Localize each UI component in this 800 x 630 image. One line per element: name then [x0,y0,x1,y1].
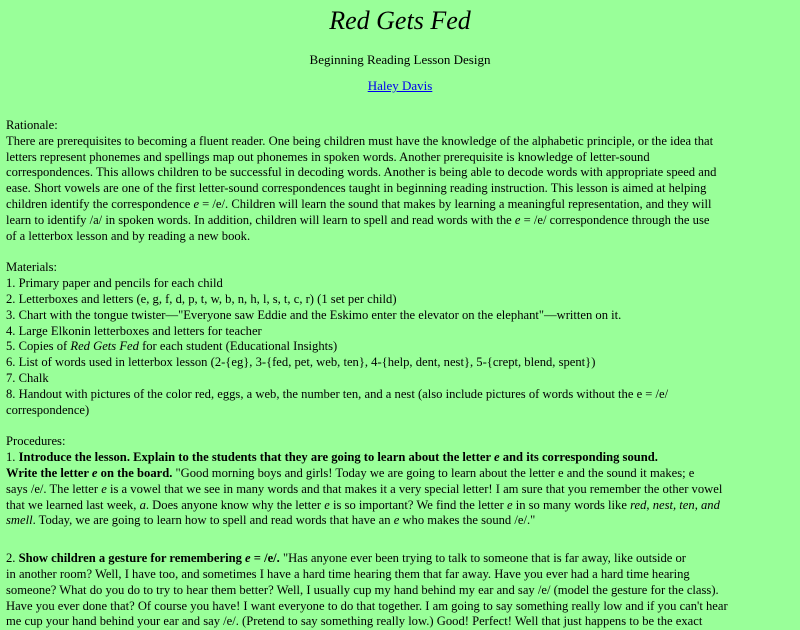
page-title: Red Gets Fed [329,6,471,35]
materials-item: correspondence) [6,402,90,417]
procedures-section [6,434,794,630]
procedure-step-2-line: in another room? Well, I have too, and sometimes I have a hard time hearing them that far away. Have you ever had a hard time hearing [6,566,690,581]
materials-item: 1. Primary paper and pencils for each child [6,276,223,291]
author-link[interactable]: Haley Davis [367,78,433,93]
page-subtitle: Beginning Reading Lesson Design [309,52,491,67]
rationale-line: of a letterbox lesson and by reading a new book. [6,228,251,243]
lesson-page [6,0,794,630]
rationale-line: children identify the correspondence e = /e/. Children will learn the sound that makes by learning a meaningful representation, and they will [6,196,712,211]
procedure-step-2 [6,551,794,630]
book-title: Red Gets Fed [70,339,139,354]
rationale-line: ease. Short vowels are one of the first letter-sound correspondences taught in beginning reading instruction. This lesson is aimed at helping [6,181,707,196]
rationale-line: learn to identify /a/ in spoken words. In addition, children will learn to spell and read words with the e = /e/ correspondence through the use [6,212,710,227]
rationale-line: There are prerequisites to becoming a fluent reader. One being children must have the knowledge of the alphabetic principle, or the idea that [6,133,714,148]
procedure-step-2-line: me cup your hand behind your ear and say /e/. (Pretend to say something really low.) Good! Perfect! Well that just happens to be the exact [6,614,703,629]
procedure-step-2-line: Have you ever done that? Of course you have! I want everyone to do that together. I am going to say something really low and if you can't hear [6,598,728,613]
materials-item: 3. Chart with the tongue twister—"Everyone saw Eddie and the Eskimo enter the elevator on the elephant"—written on it. [6,307,622,322]
procedure-step-1-line: smell. Today, we are going to learn how to spell and read words that have an e who makes the sound /e/." [6,513,536,528]
procedure-step-1-line: that we learned last week, a. Does anyone know why the letter e is so important? We find the letter e in so many words like red, nest, ten, and [6,497,720,512]
materials-item: 7. Chalk [6,370,49,385]
materials-item: 6. List of words used in letterbox lesson (2-{eg}, 3-{fed, pet, web, ten}, 4-{help, dent, nest}, 5-{crept, blend, spent}) [6,355,596,370]
author-line [6,78,794,94]
rationale-heading: Rationale: [6,118,58,132]
rationale-line: letters represent phonemes and spellings map out phonemes in spoken words. Another prerequisite is knowledge of letter-sound [6,149,650,164]
materials-item: 5. Copies of Red Gets Fed for each student (Educational Insights) [6,339,338,354]
materials-item: 2. Letterboxes and letters (e, g, f, d, p, t, w, b, n, h, l, s, t, c, r) (1 set per child) [6,291,397,306]
procedure-step-1-line: 1. Introduce the lesson. Explain to the students that they are going to learn about the letter e and its corresponding sound. [6,450,658,465]
rationale-line: correspondences. This allows children to be successful in decoding words. Another is being able to decode words with appropriate speed and [6,165,717,180]
materials-heading: Materials: [6,260,58,275]
procedures-heading: Procedures: [6,434,66,449]
procedure-step-2-line: 2. Show children a gesture for remembering e = /e/. "Has anyone ever been trying to talk to someone that is far away, like outside or [6,551,686,566]
materials-section [6,260,794,418]
procedure-step-2-line: someone? What do you do to try to hear them better? Well, I usually cup my hand behind my ear and say /e/ (model the gesture for the class). [6,582,719,597]
materials-item: 4. Large Elkonin letterboxes and letters for teacher [6,323,262,338]
rationale-section [6,118,794,244]
procedure-step-1-line: says /e/. The letter e is a vowel that we see in many words and that makes it a very special letter! I am sure that you remember the other vowel [6,481,723,496]
procedure-step-1-line: Write the letter e on the board. "Good morning boys and girls! Today we are going to learn about the letter e and the sound it makes; e [6,465,695,480]
materials-item: 8. Handout with pictures of the color red, eggs, a web, the number ten, and a nest (also include pictures of words without the e = /e/ [6,386,669,401]
